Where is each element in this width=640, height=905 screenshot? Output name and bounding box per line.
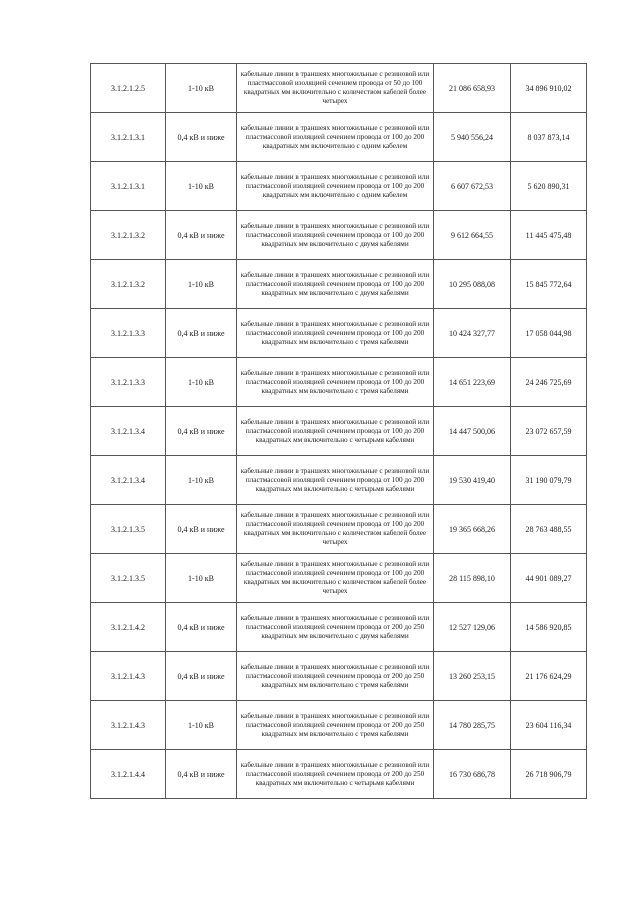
row-value1-cell: 14 447 500,06 [434,407,511,456]
table-row [91,211,587,260]
row-code-cell: 3.1.2.1.3.2 [91,260,166,309]
row-voltage-cell: 0,4 кВ и ниже [166,750,237,799]
row-value1-cell: 19 530 419,40 [434,456,511,505]
table-row [91,309,587,358]
row-voltage-cell: 0,4 кВ и ниже [166,113,237,162]
row-value1-cell: 10 424 327,77 [434,309,511,358]
row-value1-cell: 5 940 556,24 [434,113,511,162]
row-description-cell: кабельные линии в траншеях многожильные с резиновой или пластмассовой изоляцией сечением провода от 200 до 250 квадратных мм включительно с тремя кабелями [237,652,434,701]
row-voltage-cell: 1-10 кВ [166,554,237,603]
row-description-cell: кабельные линии в траншеях многожильные с резиновой или пластмассовой изоляцией сечением провода от 100 до 200 квадратных мм включительно с четырьмя кабелями [237,456,434,505]
table-row [91,652,587,701]
table-row [91,750,587,799]
row-voltage-cell: 0,4 кВ и ниже [166,211,237,260]
row-value1-cell: 12 527 129,06 [434,603,511,652]
row-value2-cell: 24 246 725,69 [511,358,587,407]
table-row [91,260,587,309]
row-code-cell: 3.1.2.1.4.2 [91,603,166,652]
row-voltage-cell: 1-10 кВ [166,701,237,750]
row-voltage-cell: 0,4 кВ и ниже [166,309,237,358]
tariff-table [90,63,587,799]
row-value2-cell: 26 718 906,79 [511,750,587,799]
row-voltage-cell: 1-10 кВ [166,358,237,407]
table-row [91,358,587,407]
table-row [91,701,587,750]
row-code-cell: 3.1.2.1.3.4 [91,407,166,456]
table-row [91,554,587,603]
row-value2-cell: 5 620 890,31 [511,162,587,211]
row-value1-cell: 28 115 898,10 [434,554,511,603]
row-description-cell: кабельные линии в траншеях многожильные с резиновой или пластмассовой изоляцией сечением провода от 50 до 100 квадратных мм включительно с количеством кабелей более четырех [237,64,434,113]
row-value2-cell: 14 586 920,85 [511,603,587,652]
row-voltage-cell: 1-10 кВ [166,456,237,505]
table-row [91,603,587,652]
row-code-cell: 3.1.2.1.3.3 [91,358,166,407]
row-description-cell: кабельные линии в траншеях многожильные с резиновой или пластмассовой изоляцией сечением провода от 100 до 200 квадратных мм включительно с четырьмя кабелями [237,407,434,456]
table-row [91,407,587,456]
row-value2-cell: 21 176 624,29 [511,652,587,701]
row-value1-cell: 14 651 223,69 [434,358,511,407]
row-value1-cell: 13 260 253,15 [434,652,511,701]
row-voltage-cell: 1-10 кВ [166,64,237,113]
row-description-cell: кабельные линии в траншеях многожильные с резиновой или пластмассовой изоляцией сечением провода от 100 до 200 квадратных мм включительно с одним кабелем [237,162,434,211]
row-description-cell: кабельные линии в траншеях многожильные с резиновой или пластмассовой изоляцией сечением провода от 100 до 200 квадратных мм включительно с двумя кабелями [237,211,434,260]
row-code-cell: 3.1.2.1.3.2 [91,211,166,260]
row-description-cell: кабельные линии в траншеях многожильные с резиновой или пластмассовой изоляцией сечением провода от 200 до 250 квадратных мм включительно с четырьмя кабелями [237,750,434,799]
row-value2-cell: 34 896 910,02 [511,64,587,113]
table-row [91,113,587,162]
row-description-cell: кабельные линии в траншеях многожильные с резиновой или пластмассовой изоляцией сечением провода от 100 до 200 квадратных мм включительно с количеством кабелей более четырех [237,505,434,554]
table-row [91,456,587,505]
row-code-cell: 3.1.2.1.2.5 [91,64,166,113]
row-value1-cell: 16 730 686,78 [434,750,511,799]
row-code-cell: 3.1.2.1.3.5 [91,554,166,603]
row-code-cell: 3.1.2.1.3.4 [91,456,166,505]
row-description-cell: кабельные линии в траншеях многожильные с резиновой или пластмассовой изоляцией сечением провода от 200 до 250 квадратных мм включительно с тремя кабелями [237,701,434,750]
row-voltage-cell: 1-10 кВ [166,260,237,309]
row-code-cell: 3.1.2.1.4.3 [91,701,166,750]
row-voltage-cell: 0,4 кВ и ниже [166,407,237,456]
row-voltage-cell: 1-10 кВ [166,162,237,211]
row-voltage-cell: 0,4 кВ и ниже [166,652,237,701]
row-value1-cell: 14 780 285,75 [434,701,511,750]
row-value2-cell: 23 604 116,34 [511,701,587,750]
table-row [91,505,587,554]
row-code-cell: 3.1.2.1.3.3 [91,309,166,358]
row-value2-cell: 15 845 772,64 [511,260,587,309]
row-description-cell: кабельные линии в траншеях многожильные с резиновой или пластмассовой изоляцией сечением провода от 200 до 250 квадратных мм включительно с двумя кабелями [237,603,434,652]
row-value2-cell: 17 058 044,98 [511,309,587,358]
row-code-cell: 3.1.2.1.4.4 [91,750,166,799]
row-value2-cell: 28 763 488,55 [511,505,587,554]
row-value2-cell: 31 190 079,79 [511,456,587,505]
row-description-cell: кабельные линии в траншеях многожильные с резиновой или пластмассовой изоляцией сечением провода от 100 до 200 квадратных мм включительно с тремя кабелями [237,358,434,407]
table-row [91,64,587,113]
table-body [91,64,587,799]
row-value1-cell: 9 612 664,55 [434,211,511,260]
table-row [91,162,587,211]
row-description-cell: кабельные линии в траншеях многожильные с резиновой или пластмассовой изоляцией сечением провода от 100 до 200 квадратных мм включительно с одним кабелем [237,113,434,162]
row-value1-cell: 6 607 672,53 [434,162,511,211]
row-code-cell: 3.1.2.1.3.5 [91,505,166,554]
row-value2-cell: 11 445 475,48 [511,211,587,260]
row-value2-cell: 44 901 089,27 [511,554,587,603]
row-value1-cell: 21 086 658,93 [434,64,511,113]
row-description-cell: кабельные линии в траншеях многожильные с резиновой или пластмассовой изоляцией сечением провода от 100 до 200 квадратных мм включительно с количеством кабелей более четырех [237,554,434,603]
row-voltage-cell: 0,4 кВ и ниже [166,603,237,652]
row-value1-cell: 19 365 668,26 [434,505,511,554]
row-description-cell: кабельные линии в траншеях многожильные с резиновой или пластмассовой изоляцией сечением провода от 100 до 200 квадратных мм включительно с двумя кабелями [237,260,434,309]
row-code-cell: 3.1.2.1.4.3 [91,652,166,701]
row-code-cell: 3.1.2.1.3.1 [91,113,166,162]
row-value2-cell: 23 072 657,59 [511,407,587,456]
row-voltage-cell: 0,4 кВ и ниже [166,505,237,554]
row-code-cell: 3.1.2.1.3.1 [91,162,166,211]
row-description-cell: кабельные линии в траншеях многожильные с резиновой или пластмассовой изоляцией сечением провода от 100 до 200 квадратных мм включительно с тремя кабелями [237,309,434,358]
row-value2-cell: 8 037 873,14 [511,113,587,162]
row-value1-cell: 10 295 088,08 [434,260,511,309]
